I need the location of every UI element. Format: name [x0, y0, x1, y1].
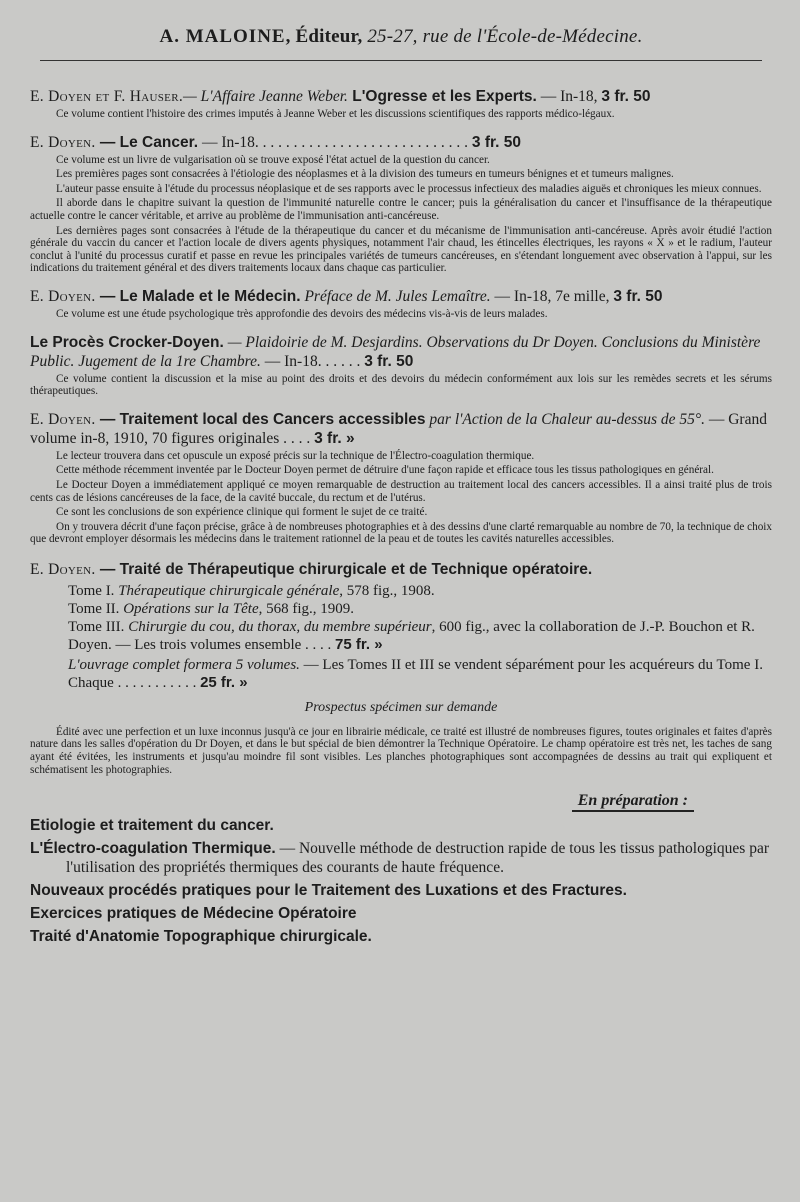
entry-title-bold: — Le Cancer. [95, 133, 199, 151]
tome-details: , 578 fig., 1908. [339, 582, 435, 599]
entry-title-bold: — Traité de Thérapeutique chirurgicale et de Technique opératoire. [95, 560, 593, 578]
entry-price: 3 fr. 50 [613, 287, 663, 305]
page-header [30, 0, 772, 48]
publisher-address: 25-27, rue de l'École-de-Médecine. [362, 26, 643, 47]
entry-format: — In-18. . . . . . . . . . . . . . . . . . . . . . . . . . . . [198, 133, 472, 151]
entry-format: — In-18, [536, 88, 602, 105]
complete-work-price: 25 fr. » [200, 673, 248, 691]
entry-title [30, 560, 772, 579]
entry-price: 3 fr. 50 [471, 133, 522, 151]
entry-author: E. Doyen et F. Hauser. [30, 88, 184, 105]
preparation-heading [30, 792, 772, 810]
tome-line [30, 618, 772, 654]
entry-paragraph: Cette méthode récemment inventée par le Docteur Doyen permet de détruire d'une façon rapide et efficace tous les tissus pathologiques en général. [56, 464, 714, 477]
entry-paragraph: Les premières pages sont consacrées à l'étiologie des néoplasmes et à la division des tumeurs en tumeurs bénignes et et tumeurs malignes. [56, 168, 674, 181]
entry-author: E. Doyen. [30, 410, 96, 428]
tome-label: Tome II. [68, 600, 124, 617]
preparation-item-title: L'Électro-coagulation Thermique. [30, 840, 276, 858]
preparation-item-title: Etiologie et traitement du cancer. [30, 817, 274, 835]
entry-paragraph: Les dernières pages sont consacrées à l'étude de la thérapeutique du cancer et du mécanisme de l'immunisation anti-cancéreuse. Après avoir étudié l'action générale du vaccin du cancer et l'action locale de divers agents physiques, notamment l'air chaud, les étincelles électriques, les rayons « X » et le radium, l'auteur conclut à l'unité du processus curatif et passe en revue les principales variétés de tumeurs cancéreuses, en s'étendant longuement avec observation à l'appui, sur les indications du traitement général et des divers traitements locaux dans chaque cas particulier. [30, 224, 772, 275]
tome-label: Tome III. [68, 618, 129, 635]
preparation-item-title: Nouveaux procédés pratiques pour le Traitement des Luxations et des Fractures. [30, 882, 627, 900]
catalog-entry [30, 133, 772, 275]
tome-details: , 600 fig., avec la collaboration de J.-P. Bouchon et R. Doyen. — Les trois volumes ensemble . . . . [68, 618, 755, 653]
preparation-item-title: Exercices pratiques de Médecine Opératoire [30, 905, 357, 923]
catalog-entry [30, 287, 772, 321]
entry-price: 3 fr. » [314, 429, 355, 447]
publisher-name: A. MALOINE [159, 26, 286, 47]
catalog-entry [30, 87, 772, 121]
entry-paragraph: Le Docteur Doyen a immédiatement appliqué ce moyen remarquable de destruction au traitement local des cancers accessibles. Il a ainsi traité plus de trois cents cas de lésions cancéreuses de la face, de la cavité buccale, du rectum et de l'utérus. [30, 478, 772, 504]
preparation-item [30, 816, 772, 835]
catalog-entry [30, 333, 772, 398]
entry-paragraph: Ce volume contient l'histoire des crimes imputés à Jeanne Weber et les discussions scientifiques des rapports médico-légaux. [56, 108, 615, 120]
entry-title [30, 87, 772, 106]
preparation-list [30, 816, 772, 946]
entry-title-bold: L'Ogresse et les Experts. [347, 88, 537, 105]
preparation-item [30, 881, 772, 900]
entry-price: 3 fr. 50 [601, 88, 651, 105]
header-rule [40, 60, 762, 61]
entry-paragraph: Ce volume est un livre de vulgarisation où se trouve exposé l'état actuel de la question du cancer. [56, 153, 490, 166]
entry-title [30, 287, 772, 306]
entry-title [30, 333, 772, 371]
tome-label: Tome I. [68, 582, 119, 599]
preparation-item [30, 904, 772, 923]
entry-title-bold: — Le Malade et le Médecin. [95, 287, 301, 305]
tome-price: 75 fr. » [335, 635, 383, 653]
entry-title [30, 133, 772, 152]
entry-title [30, 410, 772, 448]
complete-work-italic: L'ouvrage complet formera 5 volumes. [68, 656, 300, 673]
preparation-item-description: — Nouvelle méthode de destruction rapide de tous les tissus pathologiques par l'utilisation des propriétés thermiques des courants de haute fréquence. [66, 840, 770, 877]
entry-paragraph: Ce sont les conclusions de son expérience clinique qui forment le sujet de ce traité. [56, 506, 428, 519]
entry-author: E. Doyen. [30, 560, 96, 578]
entry-title-italic: — L'Affaire Jeanne Weber. [183, 88, 348, 105]
entry-author: E. Doyen. [30, 287, 96, 305]
entry-title-bold: — Traitement local des Cancers accessibles [95, 410, 426, 428]
preparation-heading-text: En préparation : [572, 792, 694, 812]
preparation-item [30, 927, 772, 946]
entry-format: — In-18. . . . . . [260, 352, 365, 370]
tome-title: Opérations sur la Tête [123, 600, 259, 617]
entry-paragraph: On y trouvera décrit d'une façon précise, grâce à de nombreuses photographies et à des dessins d'une clarté remarquable au nombre de 70, la technique de choix que devront employer désormais les médecins dans le traitement rationnel de la peau et de toutes les cavités naturelles accessibles. [30, 520, 772, 546]
entry-title-italic: — Plaidoirie de M. Desjardins. Observations du Dr Doyen. Conclusions du Ministère Public. Jugement de la 1re Chambre. [30, 333, 761, 370]
entry-format: — Grand volume in-8, 1910, 70 figures originales . . . . [30, 410, 767, 447]
tome-line [30, 582, 772, 600]
complete-work-details: — Les Tomes II et III se vendent séparément pour les acquéreurs du Tome I. Chaque . . . . . . . . . . . [68, 656, 763, 691]
catalog-entry [30, 410, 772, 546]
entry-paragraph: Le lecteur trouvera dans cet opuscule un exposé précis sur la technique de l'Électro-coagulation thermique. [56, 449, 535, 462]
tome-title: Chirurgie du cou, du thorax, du membre supérieur [128, 618, 432, 635]
entry-title-italic: par l'Action de la Chaleur au-dessus de 55°. [425, 410, 705, 428]
entry-paragraph: Ce volume contient la discussion et la mise au point des droits et des devoirs du médecin conformément aux lois sur les remèdes secrets et les sérums thérapeutiques. [30, 372, 772, 398]
entry-paragraph: Ce volume est une étude psychologique très approfondie des devoirs des médecins vis-à-vis de leurs malades. [56, 307, 548, 320]
entry-format: — In-18, 7e mille, [490, 287, 614, 305]
entry-author: E. Doyen. [30, 133, 96, 151]
entry-price: 3 fr. 50 [364, 352, 414, 370]
entry-title-italic: Préface de M. Jules Lemaître. [300, 287, 491, 305]
tome-line [30, 600, 772, 618]
catalog-entry-traite [30, 560, 772, 776]
entry-paragraph: L'auteur passe ensuite à l'étude du processus néoplasique et de ses rapports avec le processus infectieux des maladies aiguës et chroniques les mieux connues. [56, 182, 762, 195]
entry-paragraph: Il aborde dans le chapitre suivant la question de l'immunité naturelle contre le cancer; puis la généralisation du cancer et l'insuffisance de la thérapeutique actuelle contre le cancer véritable, et arrive au problème de l'immunisation anti-cancéreuse. [30, 197, 772, 222]
tome-details: , 568 fig., 1909. [258, 600, 355, 617]
tome-title: Thérapeutique chirurgicale générale [118, 582, 340, 599]
preparation-item [30, 839, 772, 877]
entry-title-bold: Le Procès Crocker-Doyen. [30, 333, 224, 351]
preparation-item-title: Traité d'Anatomie Topographique chirurgicale. [30, 928, 372, 946]
publisher-role: , Éditeur, [285, 26, 363, 47]
entry-paragraph: Édité avec une perfection et un luxe inconnus jusqu'à ce jour en librairie médicale, ce traité est illustré de nombreuses figures, toutes originales et faites d'après nature dans les salles d'opération du Dr Doyen, et dans le but spécial de bien démontrer la Technique Opératoire. Le champ opératoire est très net, les taches de sang ayant été évitées, les instruments et jusqu'au moindre fil sont visibles. Les planches photographiques sont accompagnées de dessins au trait qui expliquent et schématisent les photographies. [30, 725, 772, 776]
complete-work-line [30, 656, 772, 692]
prospectus-line: Prospectus spécimen sur demande [304, 699, 498, 715]
